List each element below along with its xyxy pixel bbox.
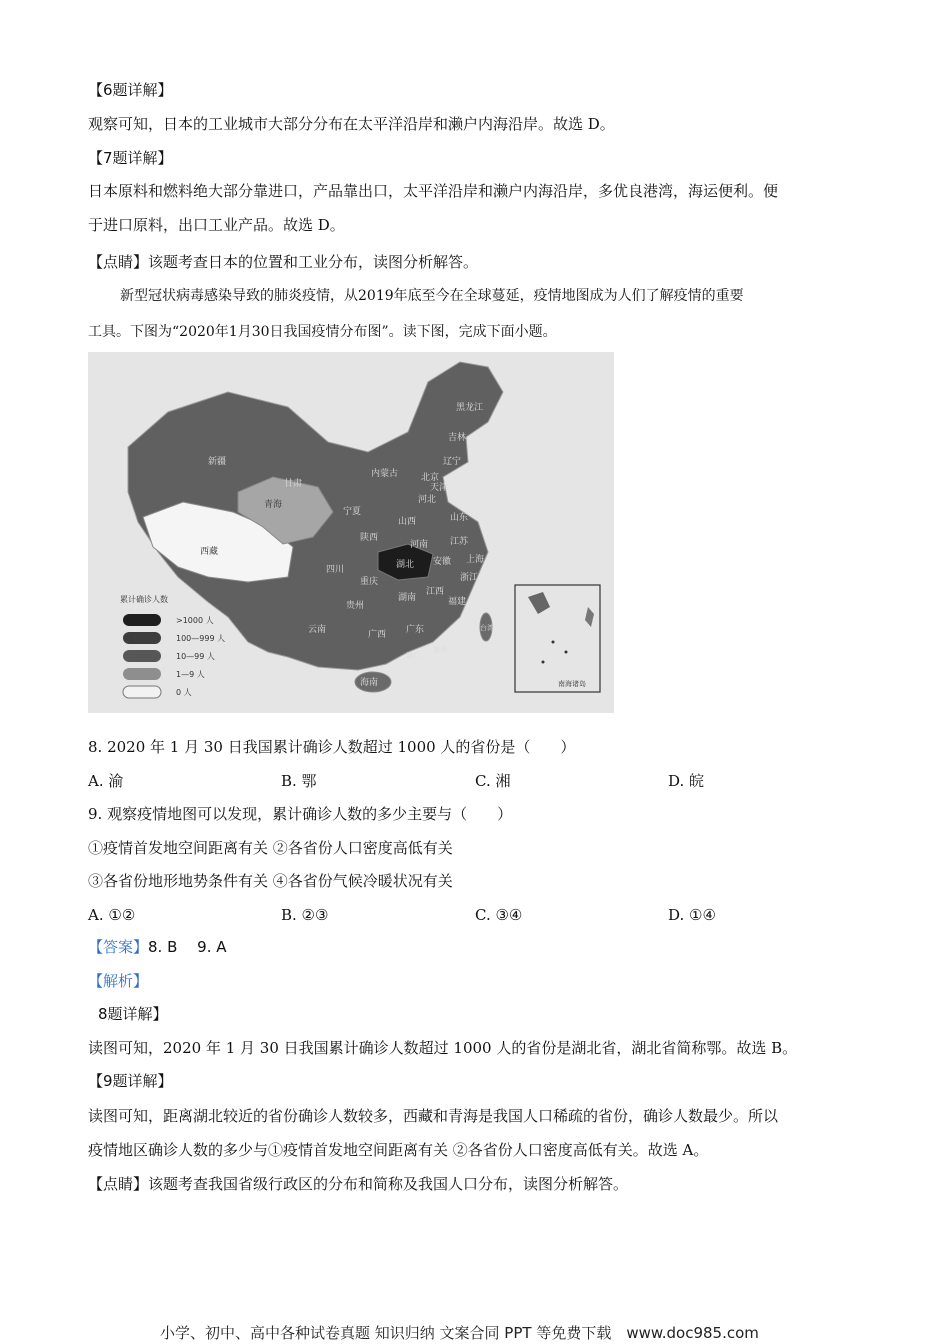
map-label-shanghai: 上海 <box>466 555 485 565</box>
legend-item-1: >1000 人 <box>176 616 214 625</box>
map-label-ningxia: 宁夏 <box>343 507 362 517</box>
epidemic-map <box>88 352 614 713</box>
q9-statements-1: ①疫情首发地空间距离有关 ②各省份人口密度高低有关 <box>88 839 453 857</box>
q8-option-a: A. 渝 <box>88 772 124 790</box>
page-footer: 小学、初中、高中各种试卷真题 知识归纳 文案合同 PPT 等免费下载 www.doc985.com <box>160 1324 759 1342</box>
map-label-aomen: 澳门 <box>406 652 420 660</box>
heading-q6-detail: 【6题详解】 <box>88 81 173 99</box>
legend-swatch-1 <box>123 614 161 626</box>
map-label-guangxi: 广西 <box>368 630 387 640</box>
map-label-taiwan: 台湾 <box>480 624 494 632</box>
paragraph-q7-line1: 日本原料和燃料绝大部分靠进口，产品靠出口，太平洋沿岸和濑户内海沿岸，多优良港湾，海运便利。便 <box>88 182 779 200</box>
legend-swatch-4 <box>123 668 161 680</box>
inset-label: 南海诸岛 <box>558 680 586 688</box>
q9-option-c: C. ③④ <box>475 906 523 924</box>
intro-line2: 工具。下图为“2020年1月30日我国疫情分布图”。读下图，完成下面小题。 <box>88 324 557 340</box>
map-label-jiangxi: 江西 <box>426 587 445 597</box>
q9-statements-2: ③各省份地形地势条件有关 ④各省份气候冷暖状况有关 <box>88 872 453 890</box>
legend-item-2: 100—999 人 <box>176 634 226 643</box>
map-label-chongqing: 重庆 <box>360 577 379 587</box>
analysis-label: 【解析】 <box>88 972 149 990</box>
map-label-neimenggu: 内蒙古 <box>371 469 399 479</box>
question-9-stem: 9. 观察疫情地图可以发现，累计确诊人数的多少主要与（ ） <box>88 805 513 823</box>
paragraph-q7-line2: 于进口原料，出口工业产品。故选 D。 <box>88 216 345 234</box>
map-label-hainan: 海南 <box>360 678 379 688</box>
map-label-zhejiang: 浙江 <box>460 573 479 583</box>
map-label-shaanxi: 陕西 <box>360 533 379 543</box>
legend-swatch-3 <box>123 650 161 662</box>
map-label-qinghai: 青海 <box>264 500 283 510</box>
map-label-hebei: 河北 <box>418 495 437 505</box>
answer-row <box>88 937 227 957</box>
legend-title: 累计确诊人数 <box>120 595 168 604</box>
map-label-gansu: 甘肃 <box>284 479 303 489</box>
q9-option-b: B. ②③ <box>281 906 329 924</box>
map-label-fujian: 福建 <box>448 597 467 607</box>
answer-label: 【答案】 <box>88 938 149 956</box>
map-label-jilin: 吉林 <box>448 433 467 443</box>
map-label-anhui: 安徽 <box>433 557 452 567</box>
heading-q7-detail: 【7题详解】 <box>88 149 173 167</box>
heading-q8-detail: 8题详解】 <box>98 1005 168 1023</box>
q8-option-d: D. 皖 <box>668 772 705 790</box>
tip-china: 【点睛】该题考查我国省级行政区的分布和简称及我国人口分布，读图分析解答。 <box>88 1175 629 1193</box>
map-label-xizang: 西藏 <box>200 547 219 557</box>
answer-text: 8. B 9. A <box>148 938 227 956</box>
map-label-guizhou: 贵州 <box>346 601 365 611</box>
map-label-jiangsu: 江苏 <box>450 537 469 547</box>
intro-line1: 新型冠状病毒感染导致的肺炎疫情，从2019年底至今在全球蔓延，疫情地图成为人们了解疫情的重要 <box>120 288 744 304</box>
legend-swatch-5 <box>123 686 161 698</box>
map-label-liaoning: 辽宁 <box>443 457 462 467</box>
paragraph-q8: 读图可知，2020 年 1 月 30 日我国累计确诊人数超过 1000 人的省份是湖北省，湖北省简称鄂。故选 B。 <box>88 1039 798 1057</box>
paragraph-q9-line1: 读图可知，距离湖北较近的省份确诊人数较多，西藏和青海是我国人口稀疏的省份，确诊人数最少。所以 <box>88 1107 779 1125</box>
q9-option-d: D. ①④ <box>668 906 716 924</box>
q9-option-a: A. ①② <box>88 906 136 924</box>
q8-option-b: B. 鄂 <box>281 772 317 790</box>
map-label-tianjin: 天津 <box>430 483 449 493</box>
map-label-heilongjiang: 黑龙江 <box>456 403 484 413</box>
question-8-stem: 8. 2020 年 1 月 30 日我国累计确诊人数超过 1000 人的省份是（ ） <box>88 738 576 756</box>
paragraph-q6: 观察可知，日本的工业城市大部分分布在太平洋沿岸和濑户内海沿岸。故选 D。 <box>88 115 615 133</box>
map-label-shandong: 山东 <box>450 513 469 523</box>
paragraph-q9-line2: 疫情地区确诊人数的多少与①疫情首发地空间距离有关 ②各省份人口密度高低有关。故选 A。 <box>88 1141 709 1159</box>
legend-item-4: 1—9 人 <box>176 670 205 679</box>
map-label-guangdong: 广东 <box>406 625 425 635</box>
legend-item-5: 0 人 <box>176 688 192 697</box>
heading-q9-detail: 【9题详解】 <box>88 1072 173 1090</box>
legend-item-3: 10—99 人 <box>176 652 215 661</box>
q8-option-c: C. 湘 <box>475 772 511 790</box>
map-label-xianggang: 香港 <box>433 646 447 654</box>
map-label-xinjiang: 新疆 <box>208 457 227 467</box>
map-label-shanxi: 山西 <box>398 517 417 527</box>
map-label-henan: 河南 <box>410 540 429 550</box>
legend-swatch-2 <box>123 632 161 644</box>
map-label-yunnan: 云南 <box>308 625 327 635</box>
map-label-hubei: 湖北 <box>396 560 415 570</box>
tip-japan: 【点睛】该题考查日本的位置和工业分布，读图分析解答。 <box>88 253 479 271</box>
map-label-beijing: 北京 <box>421 473 440 483</box>
map-label-hunan: 湖南 <box>398 593 417 603</box>
map-label-sichuan: 四川 <box>326 565 345 575</box>
